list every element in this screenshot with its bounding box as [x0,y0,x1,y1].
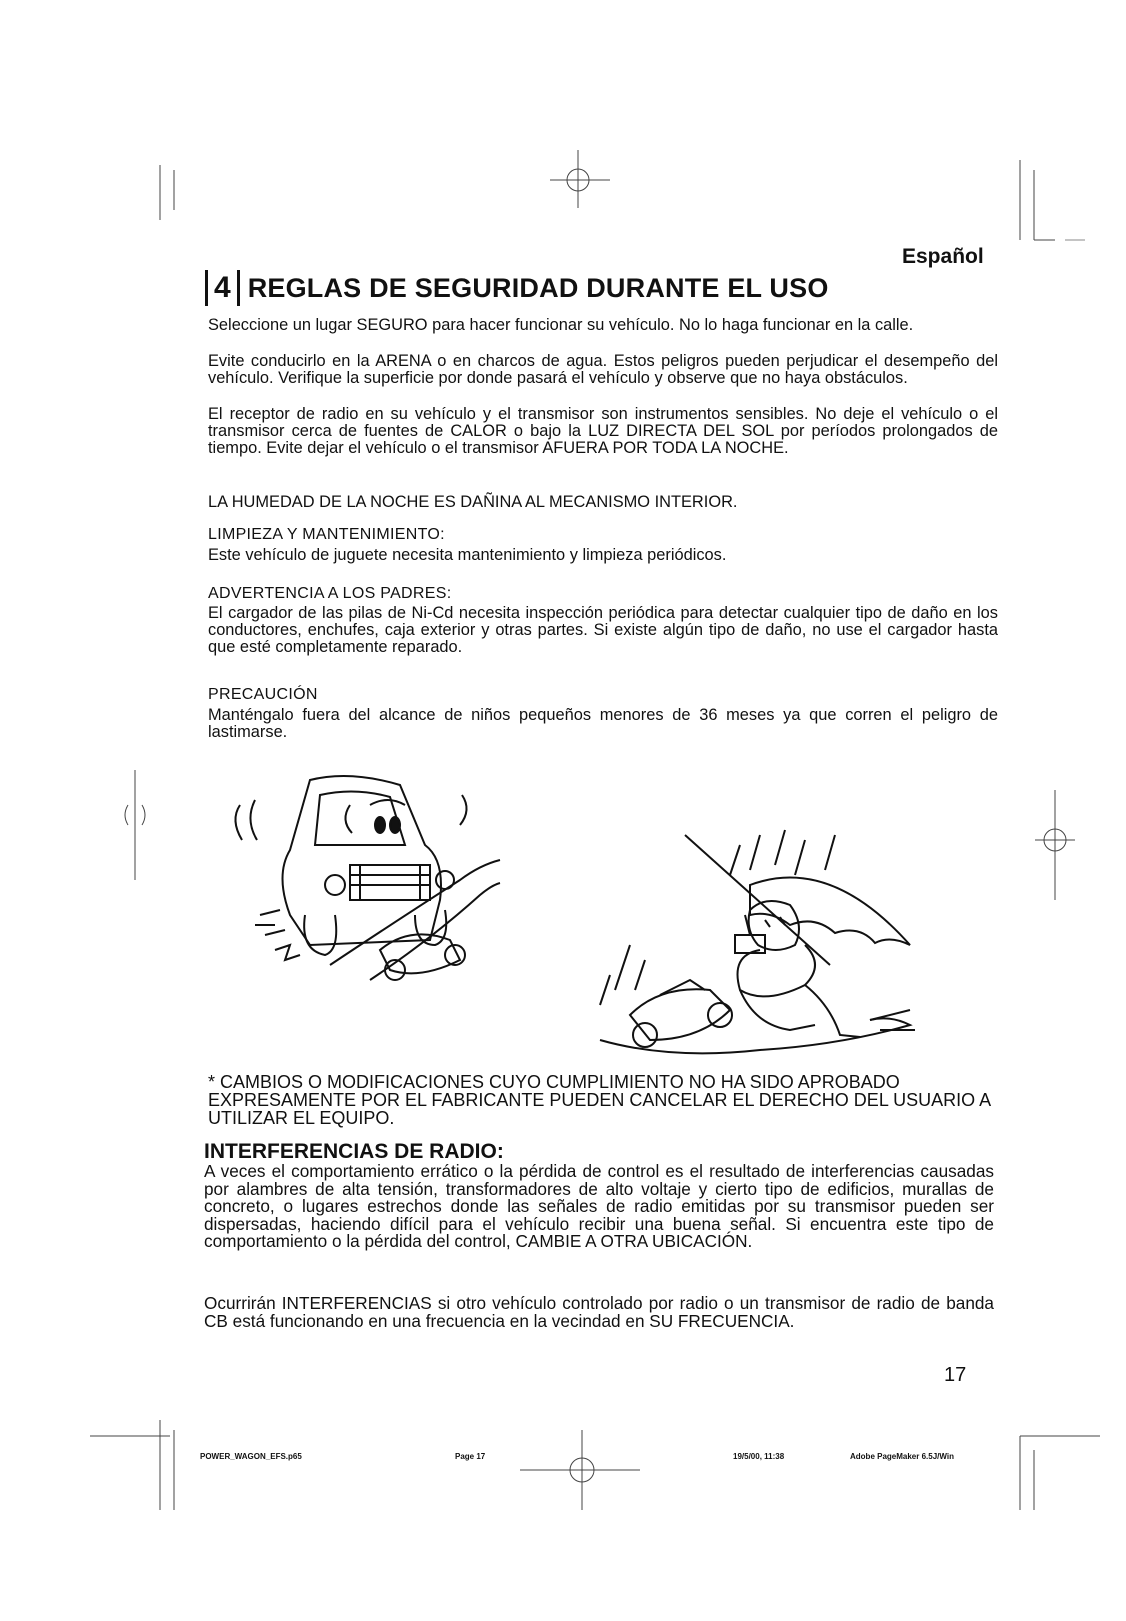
caution-text: Manténgalo fuera del alcance de niños pequeños menores de 36 meses ya que corren el peligro de lastimarse. [208,706,998,741]
intro-paragraph-3: El receptor de radio en su vehículo y el transmisor son instrumentos sensibles. No deje el vehículo o el transmisor cerca de fuentes de CALOR o bajo la LUZ DIRECTA DEL SOL por períodos prolongados de tiempo. Evite dejar el vehículo o el transmisor AFUERA POR TODA LA NOCHE. [208,405,998,457]
car-stuck-illustration [230,765,500,990]
intro-paragraph-4: LA HUMEDAD DE LA NOCHE ES DAÑINA AL MECANISMO INTERIOR. [208,493,738,511]
parents-text: El cargador de las pilas de Ni-Cd necesita inspección periódica para detectar cualquier tipo de daño en los conductores, enchufes, caja exterior y otras partes. Si existe algún tipo de daño, no use el cargador hasta que esté completamente reparado. [208,604,998,656]
section-number: 4 [205,270,240,306]
maintenance-text: Este vehículo de juguete necesita mantenimiento y limpieza periódicos. [208,546,727,564]
intro-paragraph-1: Seleccione un lugar SEGURO para hacer funcionar su vehículo. No lo haga funcionar en la calle. [208,316,914,334]
interference-heading: INTERFERENCIAS DE RADIO: [204,1140,504,1163]
maintenance-heading: LIMPIEZA Y MANTENIMIENTO: [208,526,445,543]
registration-mark-bottom [520,1430,640,1510]
crop-mark-top-right [1010,160,1090,250]
page-number: 17 [944,1364,967,1386]
registration-mark-right [1030,790,1080,900]
interference-paragraph-1: A veces el comportamiento errático o la pérdida de control es el resultado de interferencias causadas por alambres de alta tensión, transformadores de alto voltaje y cierto tipo de edificios, murallas de concreto, o lugares estrechos donde las señales de radio emitidas por su transmisor pueden ser dispersadas, haciendo difícil para el vehículo recibir una buena señal. Si encuentra este tipo de comportamiento o la pérdida del control, CAMBIE A OTRA UBICACIÓN. [204,1161,994,1251]
footer-filename: POWER_WAGON_EFS.p65 [200,1452,302,1461]
footer-app: Adobe PageMaker 6.5J/Win [850,1452,954,1461]
section-title: REGLAS DE SEGURIDAD DURANTE EL USO [247,272,829,303]
child-umbrella-illustration [590,815,940,1055]
interference-paragraph-2: Ocurrirán INTERFERENCIAS si otro vehículo controlado por radio o un transmisor de radio de banda CB está funcionando en una frecuencia en la vecindad en SU FRECUENCIA. [204,1293,994,1331]
caution-heading: PRECAUCIÓN [208,686,318,703]
footer-date: 19/5/00, 11:38 [733,1452,785,1461]
section-header [205,270,829,306]
parents-heading: ADVERTENCIA A LOS PADRES: [208,585,452,602]
registration-mark-left [110,770,160,880]
footer-page: Page 17 [455,1452,486,1461]
registration-mark-top [520,150,620,210]
language-label: Español [902,245,984,268]
modifications-note: * CAMBIOS O MODIFICACIONES CUYO CUMPLIMIENTO NO HA SIDO APROBADO EXPRESAMENTE POR EL FABRICANTE PUEDEN CANCELAR EL DERECHO DEL USUARIO A UTILIZAR EL EQUIPO. [208,1072,991,1128]
crop-mark-bottom-right [1010,1410,1100,1520]
crop-mark-bottom-left [90,1410,190,1520]
crop-mark-top-left [150,165,190,225]
intro-paragraph-2: Evite conducirlo en la ARENA o en charcos de agua. Estos peligros pueden perjudicar el desempeño del vehículo. Verifique la superficie por donde pasará el vehículo y observe que no haya obstáculos. [208,352,998,387]
